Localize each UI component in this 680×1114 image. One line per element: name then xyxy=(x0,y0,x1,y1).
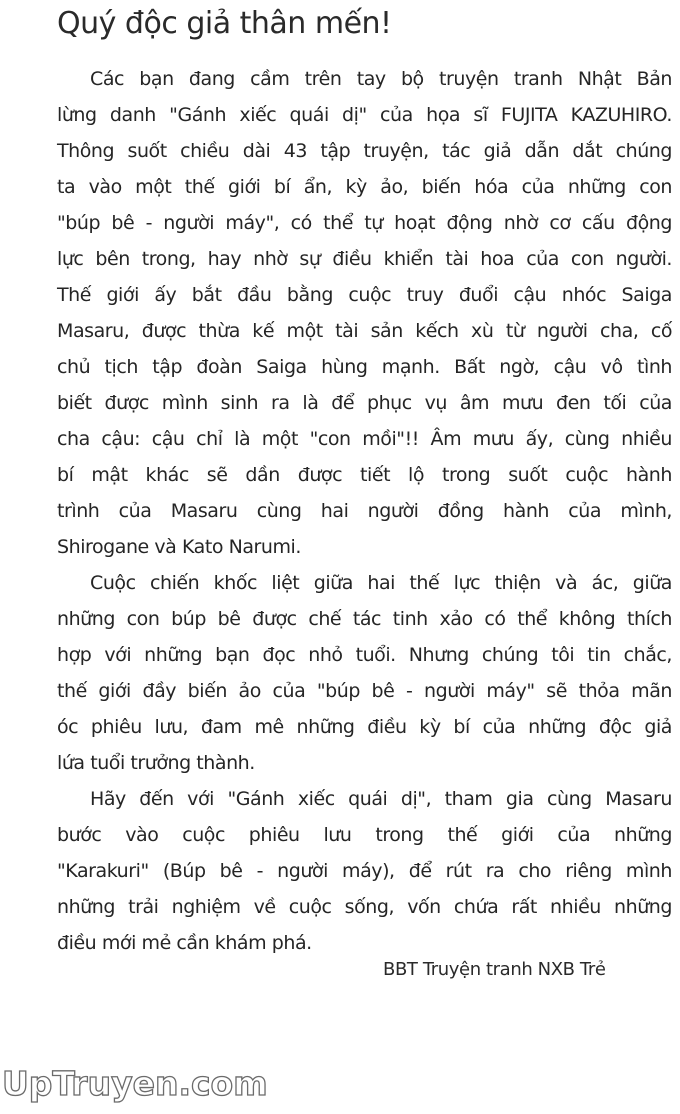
paragraph-2-line-3: hợp với những bạn đọc nhỏ tuổi. Nhưng chúng tôi tin chắc, xyxy=(57,644,672,666)
paragraph-2-line-2: những con búp bê được chế tác tinh xảo có thể không thích xyxy=(57,608,672,630)
paragraph-3-line-3: "Karakuri" (Búp bê - người máy), để rút ra cho riêng mình xyxy=(57,860,672,882)
paragraph-2-line-6: lứa tuổi trưởng thành. xyxy=(57,752,255,774)
paragraph-3-line-2: bước vào cuộc phiêu lưu trong thế giới của những xyxy=(57,824,672,846)
paragraph-2-line-5: óc phiêu lưu, đam mê những điều kỳ bí của những độc giả xyxy=(57,716,672,738)
paragraph-3-line-1: Hãy đến với "Gánh xiếc quái dị", tham gia cùng Masaru xyxy=(90,788,672,810)
paragraph-3-line-5: điều mới mẻ cần khám phá. xyxy=(57,932,312,954)
paragraph-1-line-10: biết được mình sinh ra là để phục vụ âm mưu đen tối của xyxy=(57,392,672,414)
paragraph-3-line-4: những trải nghiệm về cuộc sống, vốn chứa rất nhiều những xyxy=(57,896,672,918)
paragraph-1-line-6: lực bên trong, hay nhờ sự điều khiển tài hoa của con người. xyxy=(57,248,672,270)
page-title: Quý độc giả thân mến! xyxy=(57,6,392,41)
paragraph-1-line-4: ta vào một thế giới bí ẩn, kỳ ảo, biến hóa của những con xyxy=(57,176,672,198)
paragraph-2-line-4: thế giới đầy biến ảo của "búp bê - người máy" sẽ thỏa mãn xyxy=(57,680,672,702)
paragraph-1-line-2: lừng danh "Gánh xiếc quái dị" của họa sĩ FUJITA KAZUHIRO. xyxy=(57,104,672,126)
paragraph-1-line-1: Các bạn đang cầm trên tay bộ truyện tranh Nhật Bản xyxy=(90,68,672,90)
paragraph-1-line-3: Thông suốt chiều dài 43 tập truyện, tác giả dẫn dắt chúng xyxy=(57,140,672,162)
paragraph-1-line-5: "búp bê - người máy", có thể tự hoạt động nhờ cơ cấu động xyxy=(57,212,672,234)
watermark-logo: UpTruyen.com xyxy=(2,1064,268,1103)
paragraph-1-line-11: cha cậu: cậu chỉ là một "con mồi"!! Âm mưu ấy, cùng nhiều xyxy=(57,428,672,450)
paragraph-1-line-14: Shirogane và Kato Narumi. xyxy=(57,536,301,558)
paragraph-1-line-12: bí mật khác sẽ dần được tiết lộ trong suốt cuộc hành xyxy=(57,464,672,486)
paragraph-1-line-7: Thế giới ấy bắt đầu bằng cuộc truy đuổi cậu nhóc Saiga xyxy=(57,284,672,306)
paragraph-1-line-13: trình của Masaru cùng hai người đồng hành của mình, xyxy=(57,500,672,522)
paragraph-1-line-8: Masaru, được thừa kế một tài sản kếch xù từ người cha, cố xyxy=(57,320,672,342)
letter-body xyxy=(57,61,677,961)
paragraph-2-line-1: Cuộc chiến khốc liệt giữa hai thế lực thiện và ác, giữa xyxy=(90,572,672,594)
paragraph-1-line-9: chủ tịch tập đoàn Saiga hùng mạnh. Bất ngờ, cậu vô tình xyxy=(57,356,672,378)
signature: BBT Truyện tranh NXB Trẻ xyxy=(383,959,606,980)
